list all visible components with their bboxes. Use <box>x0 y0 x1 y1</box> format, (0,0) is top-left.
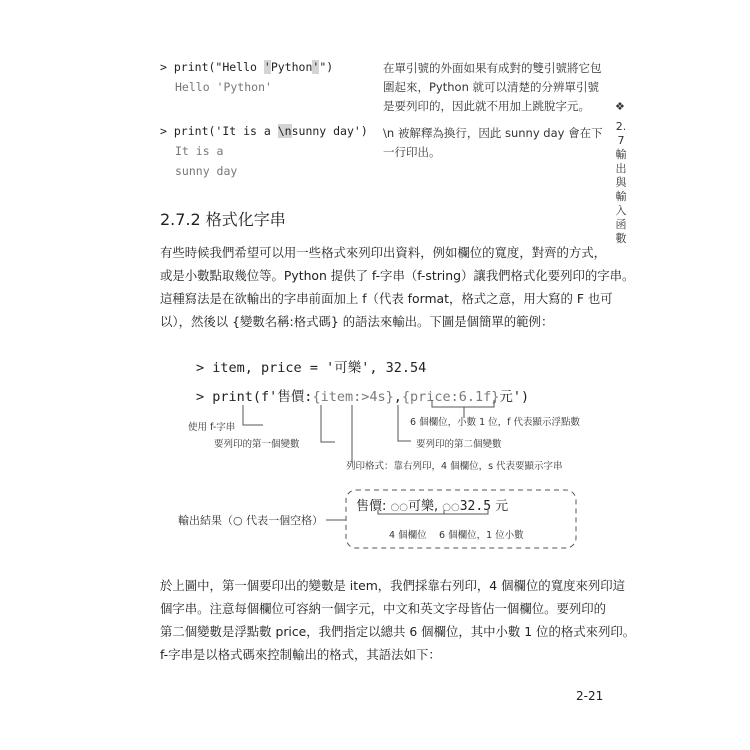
bullet-icon: ❖ <box>615 100 625 113</box>
example1-highlight-open: ' <box>263 60 271 74</box>
label-format: 列印格式：靠右列印，4 個欄位，s 代表要顯示字串 <box>346 461 563 472</box>
page-number: 2-21 <box>576 689 604 703</box>
intro-line: 或是小數點取幾位等。Python 提供了 f-字串（f-string）讓我們格式化要列印的字串。 <box>160 268 635 283</box>
explanation-line: 於上圖中，第一個要印出的變數是 item，我們採靠右列印，4 個欄位的寬度來列印這 <box>160 578 626 593</box>
diagram-line2-sep: , <box>393 389 402 405</box>
example1-code-pre: print("Hello <box>173 60 264 74</box>
section-title: 2.7.2 格式化字串 <box>160 210 286 229</box>
diagram-line1-text: item, price = '可樂', 32.54 <box>212 360 427 376</box>
diagram-line2-post: 元') <box>499 389 530 405</box>
result-spaces-item: ○○ <box>390 502 408 513</box>
label-second-variable: 要列印的第二個變數 <box>416 439 502 450</box>
label-fstring: 使用 f-字串 <box>188 422 236 433</box>
prompt-symbol: > <box>160 60 167 74</box>
example1-output: Hello 'Python' <box>175 80 272 94</box>
diagram-item-format: {item:>4s} <box>312 389 394 405</box>
example1-code-mid: Python <box>270 60 313 74</box>
width-label-price: 6 個欄位，1 位小數 <box>439 530 524 541</box>
leader-first-var <box>321 405 335 442</box>
example1-highlight-close: ' <box>312 60 320 74</box>
width-label-item: 4 個欄位 <box>389 530 427 541</box>
example1-note: 在單引號的外面如果有成對的雙引號將它包圍起來，Python 就可以清楚的分辨單引號是要列印的，因此就不用加上跳脫字元。 <box>383 61 602 113</box>
result-spaces-price: ○○ <box>442 502 460 513</box>
intro-line: 這種寫法是在欲輸出的字串前面加上 f（代表 format，格式之意，用大寫的 F 也可 <box>160 291 613 306</box>
prompt-symbol: > <box>160 124 167 138</box>
example2-highlight: \n <box>277 124 292 138</box>
result-item: 可樂, <box>407 499 439 514</box>
example2-code-pre: print('It is a <box>173 124 278 138</box>
prompt-symbol: > <box>196 389 205 405</box>
result-prefix: 售價: <box>356 499 387 514</box>
prompt-symbol: > <box>196 360 205 376</box>
side-chapter-label: 2.7 輸出與輸入函數 <box>615 120 627 245</box>
explanation-line: 個字串。注意每個欄位可容納一個字元，中文和英文字母皆佔一個欄位。要列印的 <box>160 601 607 616</box>
intro-line: 有些時候我們希望可以用一些格式來列印出資料，例如欄位的寬度，對齊的方式， <box>160 245 607 260</box>
explanation-paragraph <box>160 574 635 666</box>
result-label: 輸出結果（○ 代表一個空格） <box>178 514 324 527</box>
result-unit: 元 <box>495 499 509 514</box>
example2-output-line1: It is a <box>175 144 224 158</box>
result-number: 32.5 <box>459 499 492 514</box>
label-first-variable: 要列印的第一個變數 <box>214 439 300 450</box>
example2-note: \n 被解釋為換行，因此 sunny day 會在下一行印出。 <box>383 126 603 159</box>
float-bracket <box>432 400 494 407</box>
result-line <box>356 495 508 514</box>
label-float: 6 個欄位，小數 1 位，f 代表顯示浮點數 <box>410 417 581 428</box>
example1-code-post: ") <box>319 60 334 74</box>
example2-code-post: sunny day') <box>291 124 368 138</box>
diagram-price-format: {price:6.1f} <box>401 389 500 405</box>
leader-fstring <box>243 405 263 425</box>
example2-output-line2: sunny day <box>175 164 238 178</box>
intro-line: 以），然後以 {變數名稱:格式碼} 的語法來輸出。下圖是個簡單的範例： <box>160 314 554 329</box>
explanation-line: f-字串是以格式碼來控制輸出的格式，其語法如下： <box>160 647 441 662</box>
explanation-line: 第二個變數是浮點數 price，我們指定以總共 6 個欄位，其中小數 1 位的格式來列印。 <box>160 624 636 639</box>
diagram-line2-pre: print(f'售價: <box>212 389 313 405</box>
